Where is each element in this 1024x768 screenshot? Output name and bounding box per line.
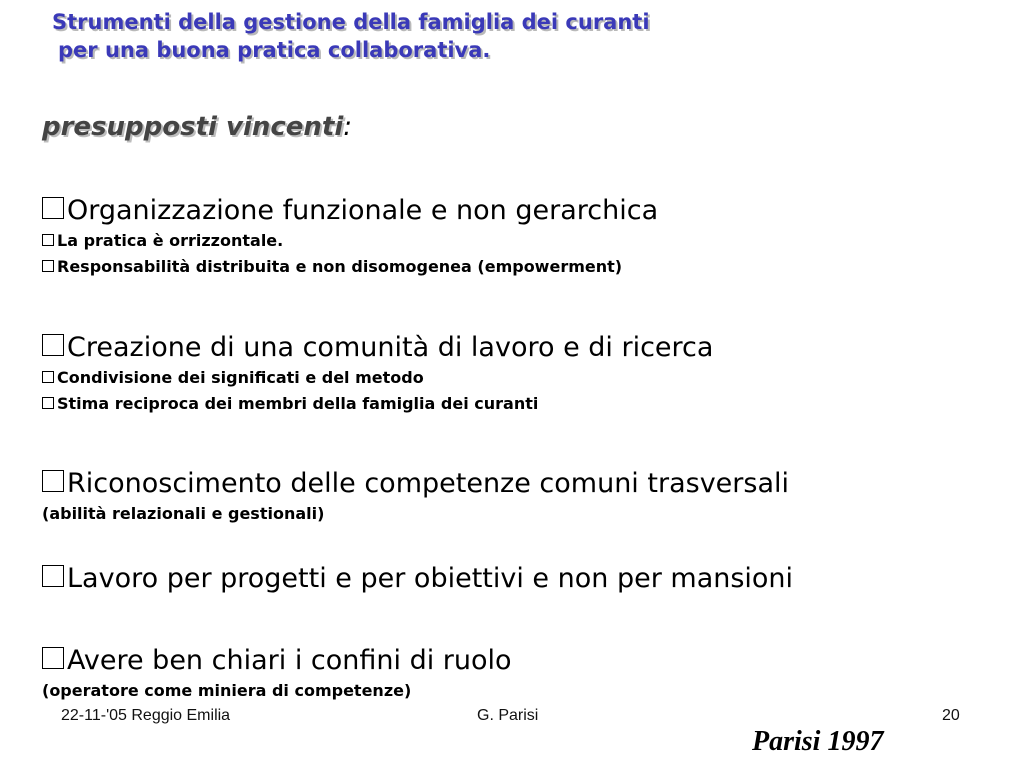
section-competenze — [42, 467, 789, 527]
list-item-text: Responsabilità distribuita e non disomogenea (empowerment) — [57, 257, 623, 276]
footer-page-number: 20 — [942, 707, 960, 724]
checkbox-icon — [42, 260, 54, 272]
section-comunita — [42, 331, 713, 417]
checkbox-icon — [42, 197, 64, 219]
section-heading-text: Riconoscimento delle competenze comuni trasversali — [67, 468, 789, 499]
checkbox-icon — [42, 371, 54, 383]
checkbox-icon — [42, 397, 54, 409]
list-item-text: Condivisione dei significati e del metodo — [57, 368, 424, 387]
list-item-text: Stima reciproca dei membri della famiglia dei curanti — [57, 394, 539, 413]
title-line-1: Strumenti della gestione della famiglia dei curanti — [52, 10, 650, 34]
section-progetti — [42, 562, 793, 596]
section-heading — [42, 331, 713, 365]
checkbox-icon — [42, 647, 64, 669]
list-item — [42, 228, 658, 254]
footer-date-place: 22-11-'05 Reggio Emilia — [61, 707, 231, 724]
section-heading — [42, 467, 789, 501]
section-note: (operatore come miniera di competenze) — [42, 681, 412, 700]
title-line-2: per una buona pratica collaborativa. — [58, 38, 491, 62]
checkbox-icon — [42, 470, 64, 492]
subtitle-colon: : — [343, 112, 353, 142]
section-organizzazione — [42, 194, 658, 280]
section-heading-text: Avere ben chiari i confini di ruolo — [67, 645, 512, 676]
section-note: (abilità relazionali e gestionali) — [42, 504, 325, 523]
slide-title — [52, 8, 650, 64]
section-ruolo — [42, 644, 512, 704]
checkbox-icon — [42, 334, 64, 356]
subtitle-text: presupposti vincenti — [42, 112, 344, 142]
checkbox-icon — [42, 565, 64, 587]
signature: Parisi 1997 — [752, 726, 884, 757]
list-item-text: La pratica è orrizzontale. — [57, 231, 284, 250]
footer-author: G. Parisi — [477, 707, 539, 724]
section-heading-text: Organizzazione funzionale e non gerarchica — [67, 195, 659, 226]
section-heading-text: Creazione di una comunità di lavoro e di ricerca — [67, 332, 714, 363]
list-item — [42, 254, 658, 280]
list-item — [42, 391, 713, 417]
section-heading-text: Lavoro per progetti e per obiettivi e non per mansioni — [67, 563, 794, 594]
section-heading — [42, 194, 658, 228]
subtitle — [42, 110, 352, 144]
checkbox-icon — [42, 234, 54, 246]
section-heading — [42, 644, 512, 678]
list-item — [42, 365, 713, 391]
section-heading — [42, 562, 793, 596]
